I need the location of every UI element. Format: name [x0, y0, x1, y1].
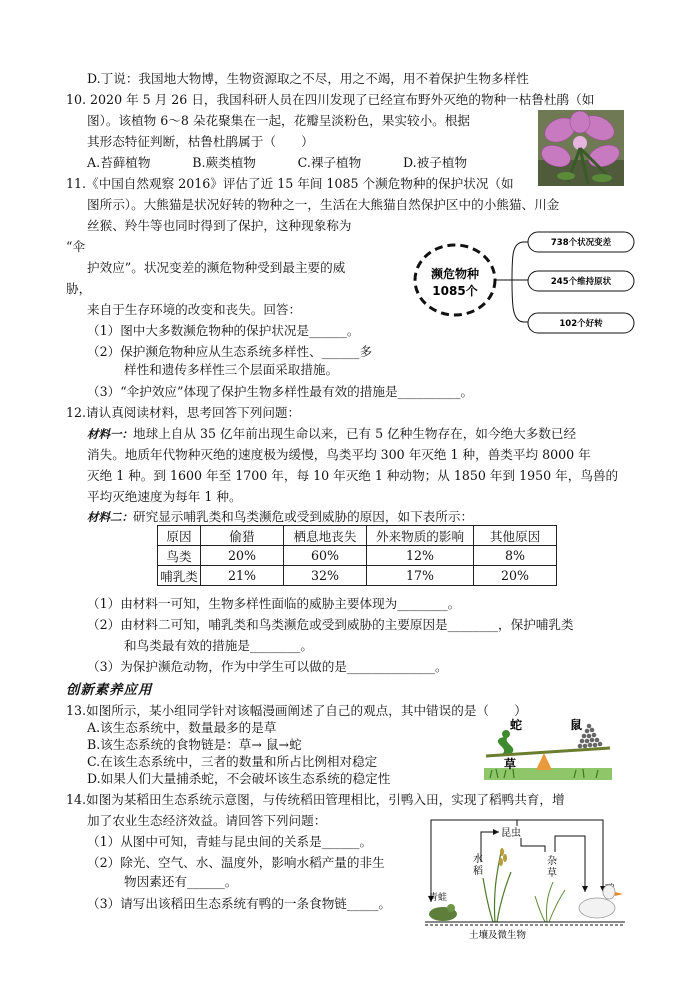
table-cell: 8%: [474, 546, 557, 566]
branch-worse: 738个状况变差: [550, 238, 612, 248]
rhododendron-flower-image: [538, 110, 624, 186]
q12-material1-line2: 消失。地质年代物种灭绝的速度极为缓慢，鸟类平均 300 年灭绝 1 种，兽类平均 8000 年: [87, 447, 591, 462]
paddy-ecosystem-diagram: [425, 812, 625, 942]
q11-line6: 胁，: [66, 281, 92, 296]
table-row: [158, 546, 557, 566]
q14-sub2: （2）除光、空气、水、温度外，影响水稻产量的非生: [87, 855, 385, 870]
table-header-cell: 偷猎: [201, 526, 284, 546]
material1-text: 地球上自从 35 亿年前出现生命以来，已有 5 亿种生物存在，如今绝大多数已经: [133, 426, 577, 441]
q13-option-c: C.在该生态系统中，三者的数量和所占比例相对稳定: [87, 754, 378, 769]
table-cell: 17%: [367, 566, 474, 586]
q11-line2: 图所示）。大熊猫是状况好转的物种之一，生活在大熊猫自然保护区中的小熊猫、川金: [87, 197, 560, 212]
q14-line1: 14.如图为某稻田生态系统示意图，与传统稻田管理相比，引鸭入田，实现了稻鸭共育，增: [66, 792, 565, 807]
section-heading: 创新素养应用: [66, 682, 153, 698]
q11-sub1: （1）图中大多数濒危物种的保护状况是______。: [87, 323, 360, 338]
material1-label: 材料一：: [87, 427, 133, 441]
paddy-frog-label: 青蛙: [429, 893, 448, 903]
label-mouse: 鼠: [570, 718, 583, 732]
paddy-soil-label: 土壤及微生物: [469, 930, 527, 941]
q14-line2: 加了农业生态经济效益。请回答下列问题：: [87, 813, 327, 828]
table-row: [158, 566, 557, 586]
table-header-cell: 外来物质的影响: [367, 526, 474, 546]
q10-line2: 图）。该植物 6～8 朵花聚集在一起，花瓣呈淡粉色，果实较小。根据: [87, 113, 470, 128]
q13-option-b: B.该生态系统的食物链是：草→ 鼠→蛇: [87, 737, 302, 752]
paddy-insect-label: 昆虫: [501, 828, 521, 839]
table-cell: 21%: [201, 566, 284, 586]
table-cell: 12%: [367, 546, 474, 566]
q12-material1-line4: 平均灭绝速度为每年 1 种。: [87, 489, 242, 504]
branch-better: 102个好转: [559, 319, 603, 329]
table-cell: 60%: [284, 546, 367, 566]
q9-option-d: D.丁说：我国地大物博，生物资源取之不尽，用之不竭，用不着保护生物多样性: [87, 71, 529, 86]
q11-sub2-cont: 样性和遗传多样性三个层面采取措施。: [124, 362, 339, 377]
endangered-species-diagram: [408, 226, 648, 334]
q11-line1: 11.《中国自然观察 2016》评估了近 15 年间 1085 个濒危物种的保护状况（如: [66, 176, 514, 191]
q10-line1: 10. 2020 年 5 月 26 日，我国科研人员在四川发现了已经宣布野外灭绝的物种一枯鲁杜鹃（如: [66, 92, 595, 107]
q12-sub3: （3）为保护濒危动物，作为中学生可以做的是______________。: [87, 659, 448, 674]
branch-stable: 245个维持原状: [550, 277, 612, 287]
q12-material1-line3: 灭绝 1 种。到 1600 年至 1700 年，每 10 年灭绝 1 种动物；从 1850 年到 1950 年，鸟兽的: [87, 468, 619, 483]
q13-option-d: D.如果人们大量捕杀蛇，不会破坏该生态系统的稳定性: [87, 771, 391, 786]
q11-line3: 丝猴、羚牛等也同时得到了保护，这种现象称为: [87, 218, 352, 233]
table-header-cell: 原因: [158, 526, 201, 546]
label-snake: 蛇: [510, 718, 523, 732]
paddy-weed-label: 杂草: [547, 856, 557, 879]
q11-sub3: （3）“伞护效应”体现了保护生物多样性最有效的措施是__________。: [87, 384, 474, 399]
q12-sub2-cont: 和鸟类最有效的措施是________。: [124, 638, 313, 653]
table-cell: 32%: [284, 566, 367, 586]
q12-line1: 12.请认真阅读材料，思考回答下列问题：: [66, 405, 301, 420]
q10-options: A.苔藓植物 B.蕨类植物 C.裸子植物 D.被子植物: [87, 155, 468, 170]
material2-text: 研究显示哺乳类和鸟类濒危或受到威胁的原因，如下表所示：: [133, 509, 474, 524]
q12-sub1: （1）由材料一可知，生物多样性面临的威胁主要体现为________。: [87, 596, 461, 611]
q13-option-a: A.该生态系统中，数量最多的是草: [87, 720, 277, 735]
diagram-center-count: 1085个: [432, 284, 478, 298]
table-cell: 哺乳类: [158, 566, 201, 586]
threat-reason-table: [157, 525, 557, 586]
q14-sub3: （3）请写出该稻田生态系统有鸭的一条食物链_____。: [87, 896, 391, 911]
table-header-row: [158, 526, 557, 546]
diagram-center-title: 濒危物种: [430, 267, 480, 281]
q11-line5: 护效应”。状况变差的濒危物种受到最主要的威: [87, 260, 346, 275]
paddy-rice-label: 水稻: [473, 854, 483, 877]
q10-line3: 其形态特征判断，枯鲁杜鹃属于（ ）: [87, 134, 314, 149]
table-cell: 20%: [474, 566, 557, 586]
table-header-cell: 栖息地丧失: [284, 526, 367, 546]
q12-material1-line1: [87, 426, 576, 442]
label-grass: 草: [504, 757, 517, 771]
q14-sub2-cont: 物因素还有______。: [124, 874, 238, 889]
q12-sub2: （2）由材料二可知，哺乳类和鸟类濒危或受到威胁的主要原因是________，保护哺乳类: [87, 617, 574, 632]
material2-label: 材料二：: [87, 510, 133, 524]
table-header-cell: 其他原因: [474, 526, 557, 546]
q13-line1: 13.如图所示，某小组同学针对该幅漫画阐述了自己的观点，其中错误的是（ ）: [66, 703, 527, 718]
table-cell: 鸟类: [158, 546, 201, 566]
q12-material2-line1: [87, 509, 473, 525]
seesaw-cartoon: [484, 718, 612, 780]
table-cell: 20%: [201, 546, 284, 566]
q11-sub2: （2）保护濒危物种应从生态系统多样性、______多: [87, 344, 373, 359]
q11-line7: 来自于生存环境的改变和丧失。回答：: [87, 302, 302, 317]
q11-line4: “伞: [66, 239, 86, 254]
q14-sub1: （1）从图中可知，青蛙与昆虫间的关系是______。: [87, 834, 373, 849]
